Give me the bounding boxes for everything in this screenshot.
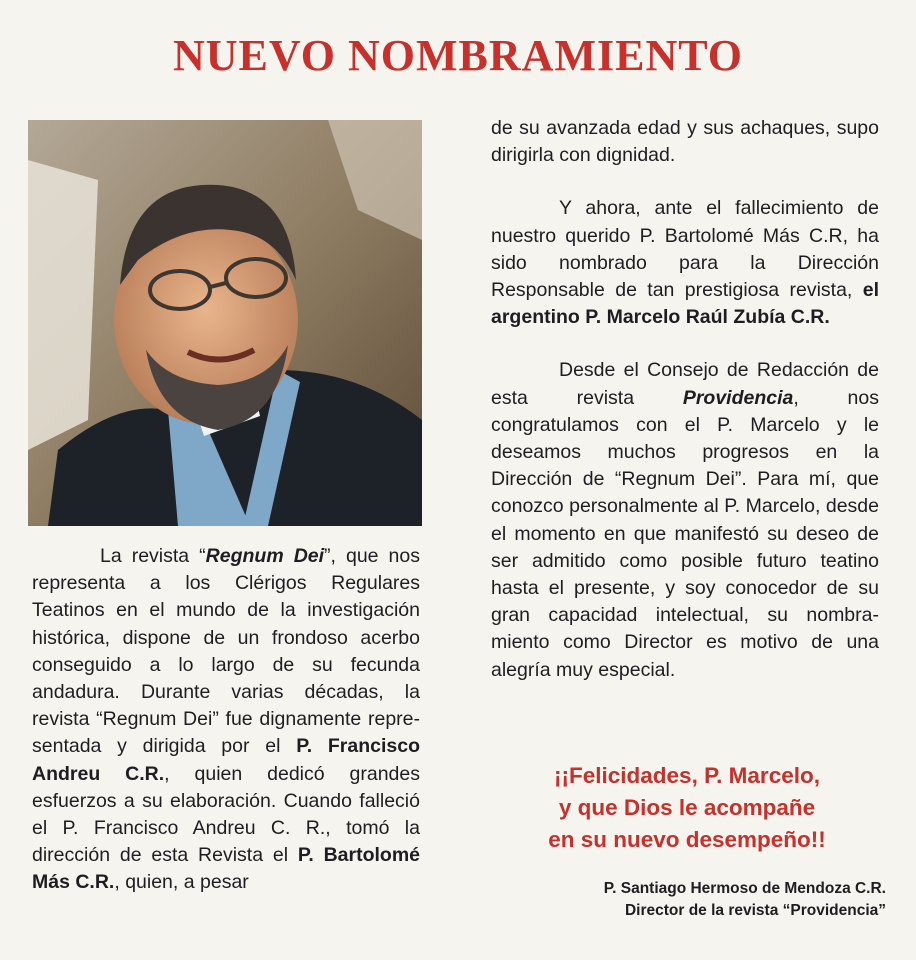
congrats-text-2: , nos congratulamos con el P. Marcelo y le deseamos muchos progresos en la Dirección de “Regnum Dei”. Para mí, que conozco personalmente al P. Marcelo, desde el momento en que manifestó su deseo de ser admitido como posible futuro teatino hasta el presente, y soy conocedor de su gran capacidad intelectual, su nombramiento como Director es motivo de una alegría muy especial. bbox=[491, 386, 879, 681]
providencia-title: Providencia bbox=[682, 386, 794, 409]
signature-block bbox=[604, 878, 886, 922]
priest-portrait-image bbox=[28, 120, 422, 526]
congratulations-paragraph bbox=[491, 357, 879, 683]
intro-text-1: La revista “ bbox=[100, 545, 206, 567]
signature-role: Director de la revista “Providencia” bbox=[624, 902, 886, 919]
andreu-name: P. Francisco Andreu C.R. bbox=[32, 735, 420, 785]
continuation-paragraph: de su avanzada edad y sus achaques, supo dirigirla con dignidad. bbox=[491, 117, 879, 167]
intro-text-4: , quien, a pesar bbox=[114, 871, 249, 894]
mas-name: P. Bartolomé Más C.R. bbox=[32, 844, 420, 894]
right-column bbox=[491, 115, 879, 684]
appointment-paragraph bbox=[491, 195, 879, 331]
closing-line-3: en su nuevo desempeño!! bbox=[548, 827, 826, 852]
congrats-text-1: Desde el Consejo de Redacción de esta revista bbox=[491, 359, 879, 409]
article-title: NUEVO NOMBRAMIENTO bbox=[173, 31, 743, 80]
intro-text-3: , quien dedicó grandes esfuerzos a su elaboración. Cuando falleció el P. Francisco Andreu C. R., tomó la dirección de esta Revista el bbox=[32, 762, 420, 867]
signature-name: P. Santiago Hermoso de Mendoza C.R. bbox=[603, 880, 886, 897]
intro-paragraph bbox=[32, 543, 420, 897]
closing-line-1: ¡¡Felicidades, P. Marcelo, bbox=[554, 763, 820, 788]
closing-line-2: y que Dios le acompañe bbox=[558, 795, 816, 820]
closing-message bbox=[491, 760, 883, 856]
zubia-name: el argentino P. Marcelo Raúl Zubía C.R. bbox=[491, 279, 879, 329]
regnum-dei-title: Regnum Dei bbox=[205, 545, 325, 567]
portrait-photo bbox=[28, 120, 422, 526]
intro-text-2: ”, que nos representa a los Clérigos Regulares Teatinos en el mundo de la investigación histórica, dispone de un frondoso acerbo conseguido a lo largo de su fecunda andadura. Durante varias décadas, la revista “Regnum Dei” fue dignamente representada y dirigida por el bbox=[32, 545, 420, 758]
appointment-text: Y ahora, ante el fallecimiento de nuestro querido P. Bartolomé Más C.R, ha sido nombrado para la Dirección Responsable de tan prestigiosa revista, bbox=[491, 197, 879, 302]
left-column bbox=[32, 543, 420, 897]
